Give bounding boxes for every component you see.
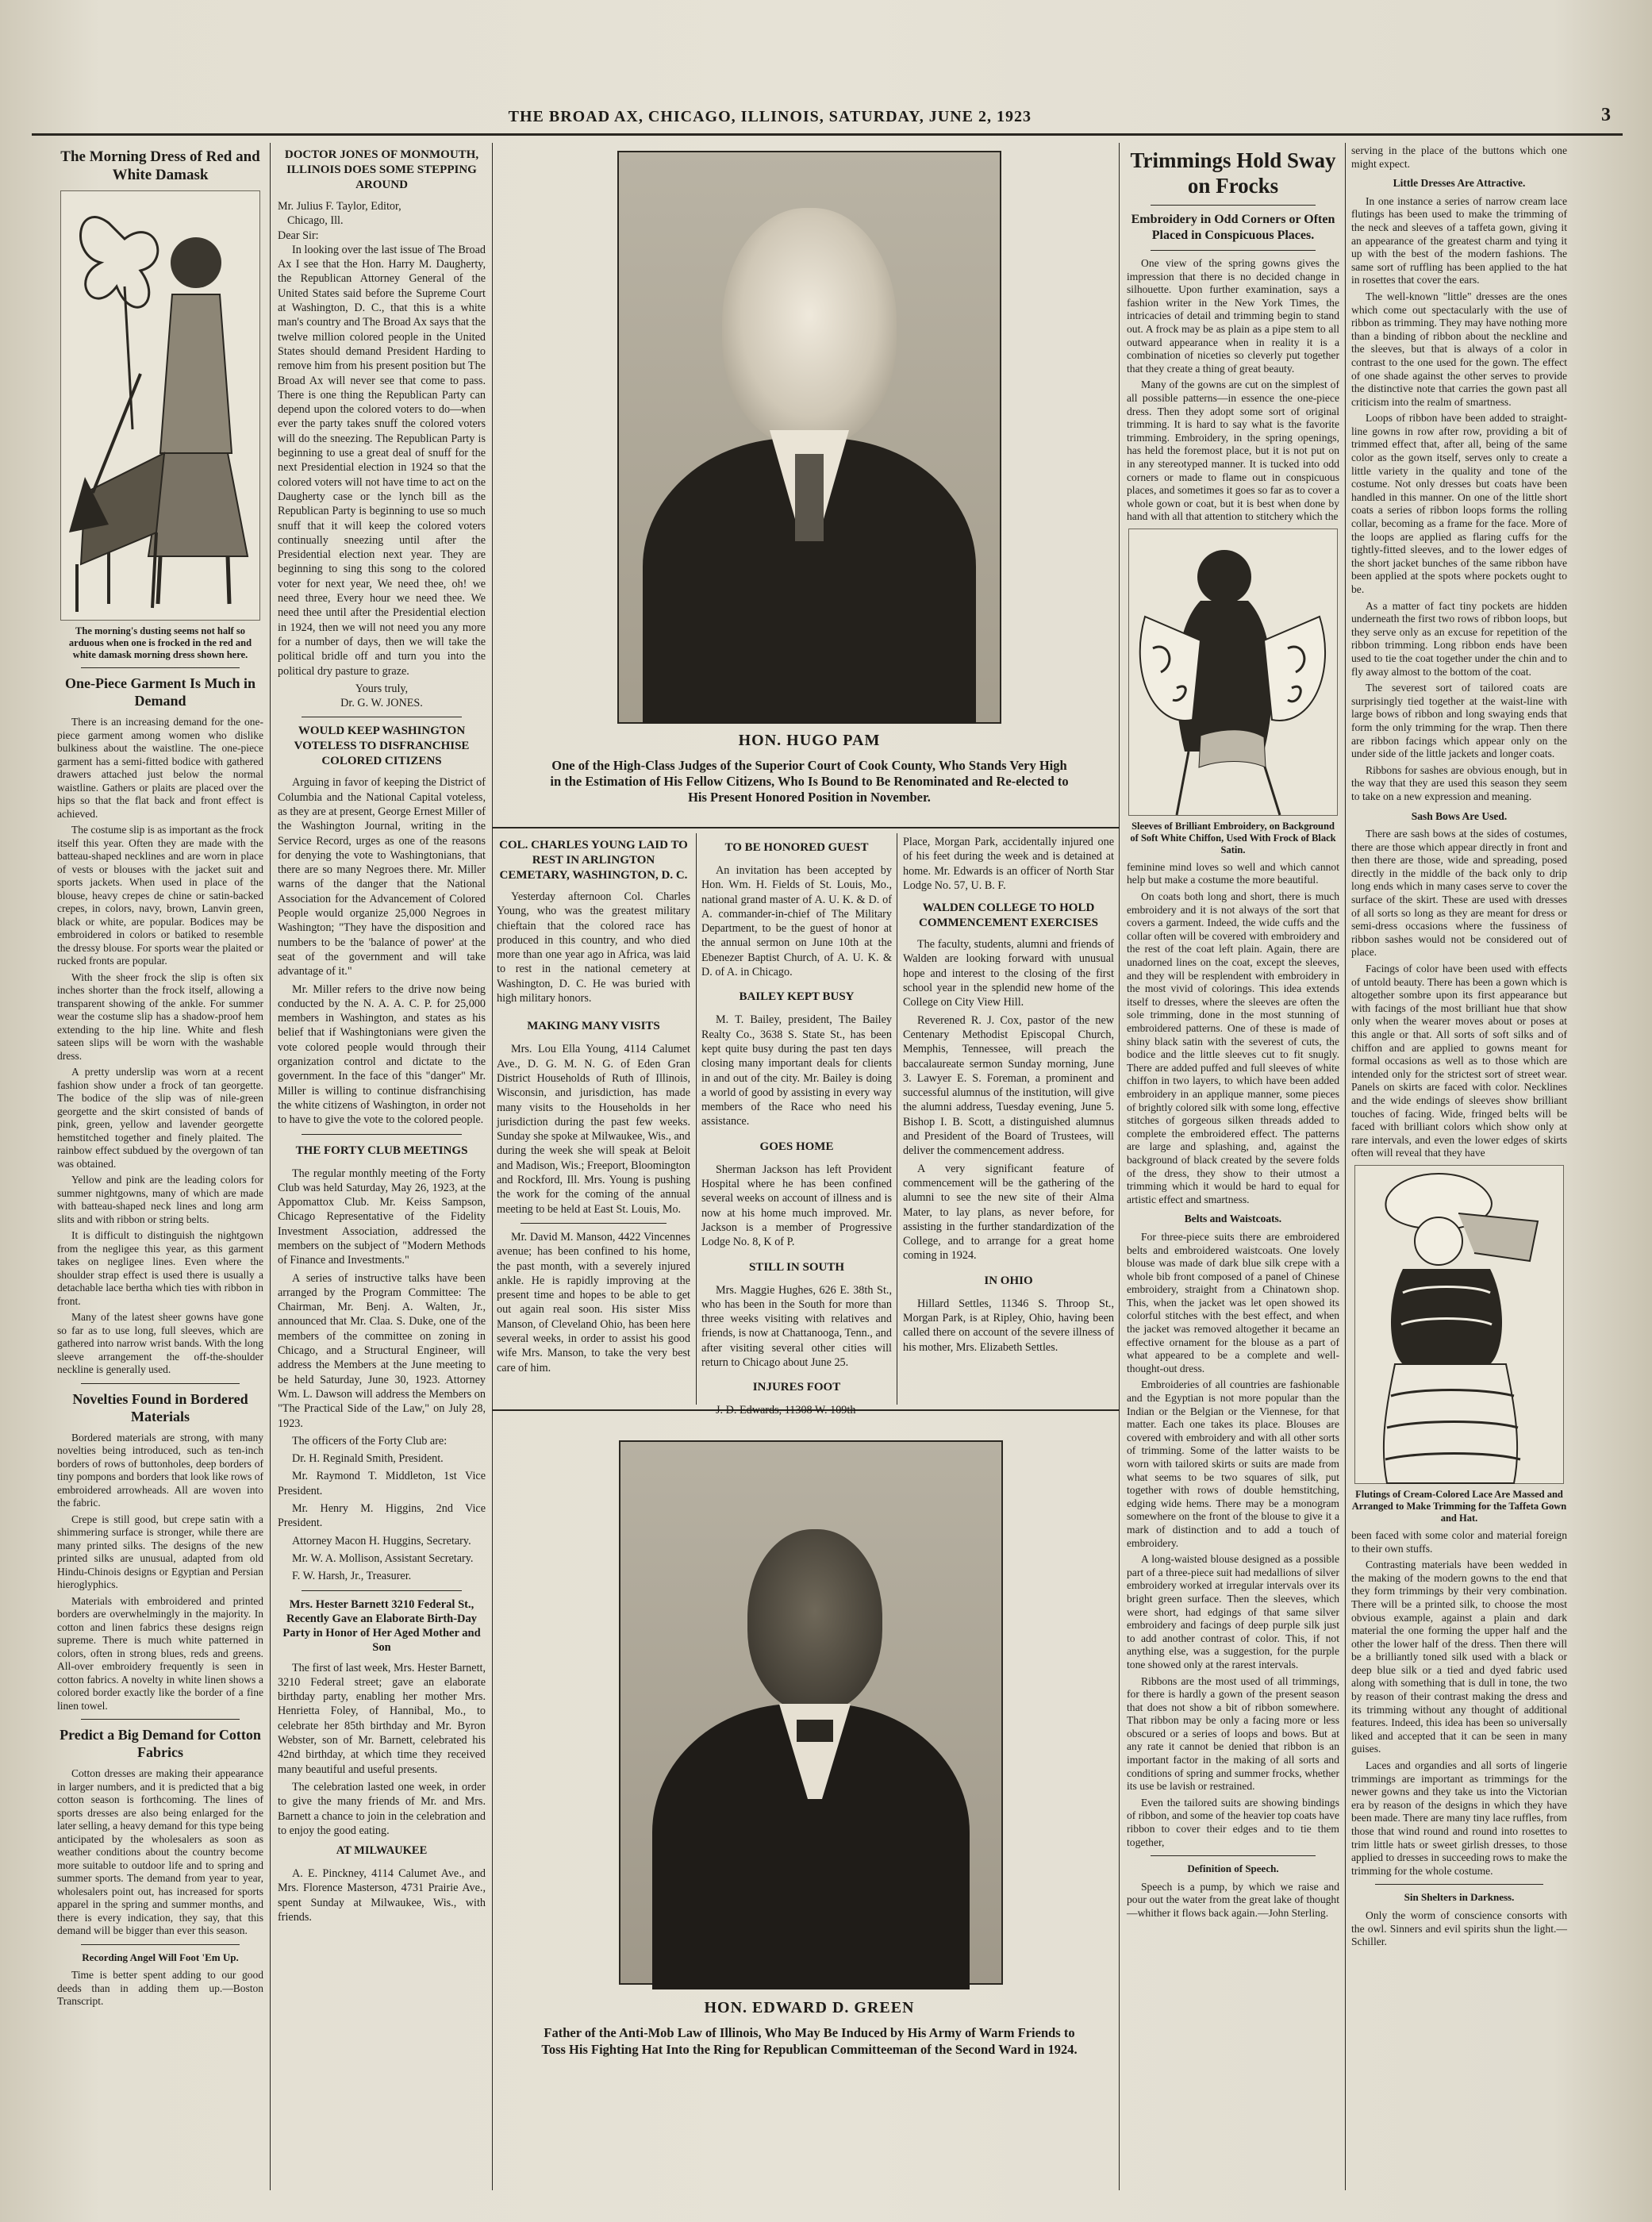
officer: Mr. Henry M. Higgins, 2nd Vice President. xyxy=(278,1502,486,1530)
headline-honored-guest: TO BE HONORED GUEST xyxy=(724,841,869,854)
dress-illustration-icon xyxy=(61,191,259,620)
caption-hugo-pam-name: HON. HUGO PAM xyxy=(738,732,881,749)
paragraph: Ribbons for sashes are obvious enough, but in the way that they are used this season they seem to take on a new expression and meaning. xyxy=(1351,763,1567,802)
illustration-woman-dusting xyxy=(60,190,260,621)
paragraph: The severest sort of tailored coats are surprisingly tied together at the waist-line with large bows of ribbon and long swaying ends that form the only trimming for the wrap. Then there are ribbon facings which appear only on the under side of the little jackets and longer coats. xyxy=(1351,682,1567,760)
column-letters xyxy=(278,144,486,2192)
paragraph: Mr. Miller refers to the drive now being conducted by the N. A. A. C. P. for 25,000 members in Washington, and states as his belief that if Washingtonians were given the vote colored people would through their organization control and dictate to the government. In the face of this "danger" Mr. Miller is willing to continue disfranchising the white citizens of Washington, in order not to have to give the vote to the colored people. xyxy=(278,982,486,1127)
paragraph: There are sash bows at the sides of costumes, there are those which appear directly in front and then there are those, wide and spreading, posed directly in the middle of the back only to drip long ends which in many cases serve to cover the surface of the skirt. These are used with dresses of all sorts so long as they are meant for dress or semi-dress occasions where the fussiness of ribbon sashes would not be considered out of place. xyxy=(1351,828,1567,959)
paragraph: The officers of the Forty Club are: xyxy=(292,1434,448,1447)
caption-edward-green: Father of the Anti-Mob Law of Illinois, Who May Be Induced by His Army of Warm Friends to Toss His Fighting Hat Into the Ring for Republican Committeeman of the Second Ward in 1924. xyxy=(541,2025,1078,2057)
paragraph: With the sheer frock the slip is often six inches shorter than the frock itself, allowing a transparent showing of the ankle. For summer wear the costume slip has a shadow-proof hem extending to the hip line. White and flesh sateen slips will be worn with the washable dress. xyxy=(57,971,263,1062)
headline-cotton: Predict a Big Demand for Cotton Fabrics xyxy=(60,1727,261,1760)
column-rule xyxy=(1345,143,1346,2190)
paragraph: Mr. David M. Manson, 4422 Vincennes avenue; has been confined to his home, the past month, with a severely injured ankle. He is rapidly improving at the present time and hopes to be able to get out again real soon. His sister Miss Manson, of Cleveland Ohio, has been here several weeks, in order to assist his good wife Mrs. Manson, to take the very best care of him. xyxy=(497,1230,690,1374)
officer: Attorney Macon H. Huggins, Secretary. xyxy=(292,1534,471,1547)
portrait-face xyxy=(747,1529,882,1712)
caption-edward-green-name: HON. EDWARD D. GREEN xyxy=(704,1999,915,2016)
paragraph: Arguing in favor of keeping the District of Columbia and the National Capital voteless, as they are at present, George Ernest Miller of the Washington Journal, writing in the Service Record, urges as one of the reasons for denying the vote to Washingtonians, that there are so many Negroes there. Mr. Miller warns of the danger that the National Association for the Advancement of Colored People would organize 25,000 Negroes in Washington; "They have the disposition and numbers to be the 'balance of power' at the seat of the government and will take advantage of it." xyxy=(278,776,486,978)
divider xyxy=(81,1719,240,1720)
paragraph: A long-waisted blouse designed as a possible part of a three-piece suit had medallions of silver embroidery worked at irregular intervals over its bright green surface. Then the sleeves, which were short, had edgings of that same silver embroidery and facings of deep purple silk just to add another contrast of color. This, if not anything else, was a suggestion, for the purple tone showed only at the rarest intervals. xyxy=(1127,1553,1339,1670)
sleeve-illustration-icon xyxy=(1129,529,1337,815)
headline-recording-angel: Recording Angel Will Foot 'Em Up. xyxy=(82,1951,239,1963)
paragraph: A very significant feature of commencement will be the gathering of the alumni to see the new site of their Alma Mater, to lay plans, as never before, for assisting in the further standardization of the College, and to arrange for a great home coming in 1924. xyxy=(903,1162,1114,1263)
paragraph: Yesterday afternoon Col. Charles Young, who was the greatest military chieftain that the colored race has produced in this country, and who died more than one year ago in Africa, was laid to rest in the national cemetery at Washington, D. C. He was buried with high military honors. xyxy=(497,890,690,1005)
lace-gown-illustration-icon xyxy=(1355,1166,1563,1483)
headline-walden: WALDEN COLLEGE TO HOLD COMMENCEMENT EXERCISES xyxy=(918,901,1098,930)
paragraph: Crepe is still good, but crepe satin with a shimmering surface is stronger, while there are many printed silks. The designs of the new printed silks are unusual, adapted from old Hindu-Chinois designs or Egyptian and Persian hieroglyphics. xyxy=(57,1513,263,1590)
paragraph: It is difficult to distinguish the nightgown from the negligee this year, as this garment takes on negligee lines. Even where the shoulder strap effect is used there is usually a detachable lace bertha which ties with ribbon in front. xyxy=(57,1229,263,1307)
column-news-c xyxy=(903,835,1114,1406)
masthead xyxy=(32,103,1619,135)
headline-trimmings: Trimmings Hold Sway on Frocks xyxy=(1130,148,1336,198)
caption-morning-dress: The morning's dusting seems not half so arduous when one is frocked in the red and white damask morning dress shown here. xyxy=(68,625,252,660)
officer: F. W. Harsh, Jr., Treasurer. xyxy=(292,1570,412,1583)
paragraph: Sherman Jackson has left Provident Hospital where he has been confined several weeks on account of illness and is now at his home much improved. Mr. Jackson is a member of Progressive Lodge No. 8, K of P. xyxy=(701,1163,892,1249)
paragraph: Embroideries of all countries are fashionable and the Egyptian is not more popular than the Indian or the Belgian or the Viennese, for that matter. Each one takes its place. Blouses are covered with embroidery and with all other sorts of trimming. Some of the latter waists to be worn with tailored skirts or suits are made from what seems to be two squares of silk, put together with rows of double hemstitching, edging wide hems. There may be a monogram somewhere on the front of the blouse to give it a mark of distinction and to add a touch of embroidery. xyxy=(1127,1378,1339,1549)
paragraph: J. D. Edwards, 11308 W. 109th xyxy=(716,1404,856,1417)
headline-still-south: STILL IN SOUTH xyxy=(748,1260,845,1274)
headline-milwaukee: AT MILWAUKEE xyxy=(336,1844,428,1858)
headline-sash-bows: Sash Bows Are Used. xyxy=(1411,809,1508,822)
paragraph: Bordered materials are strong, with many novelties being introduced, such as ten-inch borders of rows of buttonholes, deep borders of tiny pompons and borders that look like rows of embroidered arrowheads. All are woven into the fabric. xyxy=(57,1431,263,1509)
paragraph: Speech is a pump, by which we raise and pour out the water from the great lake of thought—whither it flows back again.—John Sterling. xyxy=(1127,1880,1339,1919)
column-trimmings-a xyxy=(1127,144,1339,2192)
officer: Dr. H. Reginald Smith, President. xyxy=(292,1452,444,1466)
letter-address: Mr. Julius F. Taylor, Editor, xyxy=(278,200,401,213)
headline-doctor-jones: DOCTOR JONES OF MONMOUTH, ILLINOIS DOES SOME STEPPING AROUND xyxy=(284,148,479,191)
divider xyxy=(521,1223,667,1224)
page-number: 3 xyxy=(1601,105,1611,125)
paragraph: Yellow and pink are the leading colors for summer nightgowns, many of which are made with batteau-shaped neck lines and long arm slits and with ribbon or string belts. xyxy=(57,1174,263,1225)
headline-goes-home: GOES HOME xyxy=(759,1140,834,1153)
illustration-embroidered-sleeves xyxy=(1128,529,1338,816)
illustration-lace-flutings xyxy=(1354,1165,1564,1484)
headline-sin-shelters: Sin Shelters in Darkness. xyxy=(1404,1891,1515,1904)
section-rule xyxy=(492,827,1119,828)
column-rule xyxy=(696,833,697,1405)
paragraph: A pretty underslip was worn at a recent fashion show under a frock of tan georgette. The bodice of the slip was of nile-green georgette and the skirt consisted of bands of pink, green, yellow and lavender georgette hemstitched together and finely plaited. The rainbow effect subdued by the overgown of tan was obtained. xyxy=(57,1066,263,1170)
headline-making-visits: MAKING MANY VISITS xyxy=(527,1020,660,1033)
paragraph: On coats both long and short, there is much embroidery and it is not always of the sort that covers a garment. Indeed, the wide cuffs and the collar often will be covered with embroidery and the rest of the coat left plain. Again, there are unadorned lines on the coat, except the sleeves, and they will be resplendent with embroidery in the most vivid of colorings. This idea extends itself to dresses, where the sleeves are often the sole trimming, done in the most stunning of embroidered patterns. One of these is made of shiny black satin with the severest of cuts, the bodice and the little sleeves cut to fit snugly. There are added puffed and full sleeves of white chiffon in two layers, to which have been added embroidery in an applique manner, some pieces of brightly colored silk with some long, effective stitches of gorgeous silken threads added to complete the embroidered effect. The patterns are large and splashing, and, against the background of black created by the severe folds of the dress, they show to their utmost a trimming which it would be hard to equal for artistic effect and smartness. xyxy=(1127,890,1339,1205)
letter-salutation: Dear Sir: xyxy=(278,229,319,242)
headline-ohio: IN OHIO xyxy=(984,1274,1033,1287)
letter-address: Chicago, Ill. xyxy=(287,214,344,228)
caption-hugo-pam: One of the High-Class Judges of the Superior Court of Cook County, Who Stands Very High in the Estimation of His Fellow Citizens, Who Is Bound to Be Renominated and Re-elected to His Present Honored Position in November. xyxy=(550,758,1069,805)
officer: Mr. W. A. Mollison, Assistant Secretary. xyxy=(292,1551,474,1565)
column-news-a xyxy=(497,835,690,1406)
column-rule xyxy=(270,143,271,2190)
caption-sleeves: Sleeves of Brilliant Embroidery, on Background of Soft White Chiffon, Used With Frock of Black Satin. xyxy=(1130,820,1336,855)
paragraph: The first of last week, Mrs. Hester Barnett, 3210 Federal street; gave an elaborate birthday party, enabling her mother Mrs. Henrietta Foley, of Hannibal, Mo., to celebrate her 85th birthday and Mr. Byron Webster, son of Mr. Barnett, celebrated his 42nd birthday, at which time they received many beautiful and useful presents. xyxy=(278,1661,486,1776)
column-news-b xyxy=(701,835,892,1417)
paragraph: The celebration lasted one week, in order to give the many friends of Mr. and Mrs. Barnett a chance to join in the celebration and to enjoy the good eating. xyxy=(278,1780,486,1837)
paragraph: serving in the place of the buttons which one might expect. xyxy=(1351,144,1567,170)
paragraph: The costume slip is as important as the frock itself this year. Often they are made with the batteau-shaped necklines and are worn in place of vests or blouses with the jacket suit and sports jackets. When used in place of the blouse, heavy crepes de chine or satin-backed crepes, in colors, navy, brown, Lanvin green, black or white, are popular. Bodices may be embroidered in colors or batiked to resemble the dressy blouse. For sports wear the plaited or rucked fronts are popular. xyxy=(57,824,263,967)
signature: Yours truly, xyxy=(355,682,409,695)
divider xyxy=(1151,205,1316,206)
headline-washington: WOULD KEEP WASHINGTON VOTELESS TO DISFRANCHISE COLORED CITIZENS xyxy=(294,725,470,768)
portrait-edward-green xyxy=(619,1440,1003,1985)
headline-bailey: BAILEY KEPT BUSY xyxy=(739,990,855,1004)
subheadline-embroidery: Embroidery in Odd Corners or Often Placed in Conspicuous Places. xyxy=(1131,213,1335,242)
paragraph: feminine mind loves so well and which cannot help but make a costume the more beautiful. xyxy=(1127,860,1339,886)
paragraph: been faced with some color and material foreign to their own stuffs. xyxy=(1351,1528,1567,1555)
paragraph: The well-known "little" dresses are the ones which come out spectacularly with the use of ribbon as trimming. They may have nothing more than a binding of ribbon about the neckline and the sleeves, but that is always of a color in contrast to the one used for the gown. The effect of one shade against the other serves to provide the distinctive note that carries the gown past all criticism into the realm of smartness. xyxy=(1351,290,1567,408)
paragraph: Time is better spent adding to our good deeds than in adding them up.—Boston Transcript. xyxy=(57,1969,263,2007)
paragraph: Many of the latest sheer gowns have gone so far as to use long, full sleeves, which are gathered into narrow wrist bands. With the long sleeve arrangement the off-the-shoulder neckline is generally used. xyxy=(57,1311,263,1375)
paragraph: Materials with embroidered and printed borders are overwhelmingly in the majority. In cotton and linen fabrics these designs reign supreme. There is much white patterned in colors, often in strong blues, reds and greens. All-over embroidery frequently is seen in cotton fabrics. A novelty in white linen shows a colored border exactly like the border of a fine linen towel. xyxy=(57,1594,263,1712)
headline-barnett: Mrs. Hester Barnett 3210 Federal St., Recently Gave an Elaborate Birth-Day Party in Honor of Her Aged Mother and Son xyxy=(282,1597,481,1654)
column-fashion-left xyxy=(57,144,263,2192)
portrait-tie xyxy=(795,454,824,541)
officer: Mr. Raymond T. Middleton, 1st Vice President. xyxy=(278,1470,486,1497)
paragraph: Mrs. Lou Ella Young, 4114 Calumet Ave., D. G. M. N. G. of Eden Gran District Households of Ruth of Illinois, Wisconsin, and jurisdiction, has made many visits to the Households in her jurisdiction during the past few weeks. Sunday she spoke at Milwaukee, Wis., and during the week she will speak at Beloit and Madison, Wis.; Freeport, Bloomington and Rockford, Ill. Mrs. Young is pushing the work for the coming of the annual meeting to be held at East St. Louis, Mo. xyxy=(497,1043,690,1216)
paragraph: Mrs. Maggie Hughes, 626 E. 38th St., who has been in the South for more than three weeks visiting with relatives and friends, is now at Chattanooga, Tenn., and after visiting several other cities will return to Chicago about June 25. xyxy=(701,1283,892,1370)
divider xyxy=(1375,1884,1543,1885)
headline-little-dresses: Little Dresses Are Attractive. xyxy=(1393,177,1526,190)
paragraph: M. T. Bailey, president, The Bailey Realty Co., 3638 S. State St., has been kept quite busy during the past ten days closing many important deals for clients in and out of the city. Mr. Bailey is doing a world of good by assisting in every way members of the Race who need his assistance. xyxy=(701,1013,892,1128)
masthead-rule xyxy=(32,133,1623,136)
caption-lace: Flutings of Cream-Colored Lace Are Massed and Arranged to Make Trimming for the Taffeta Gown and Hat. xyxy=(1351,1488,1567,1524)
paragraph: Laces and organdies and all sorts of lingerie trimmings are important as trimmings for the newer gowns and they take us into the Victorian era by reason of the designs in which they have been made. There are many tiny lace ruffles, from those that wind round and round into rosettes to trim little hats or sweet girlish dresses, to those applied to dresses in succeeding rows to make the trimming for the whole costume. xyxy=(1351,1759,1568,1877)
paragraph: Loops of ribbon have been added to straight-line gowns in row after row, providing a bit of trimmed effect that, after all, being of the same color as the gown itself, serves only to create a little variety in the quality and tone of the costume. Not only dresses but coats have been handled in this manner. On one of the little short coats a series of ribbon loops forms the rolling collar, becoming as a frame for the face. More of the loops are applied as flaring cuffs for the tightly-fitted sleeves, and to the lower edges of the short jacket bunches of the same ribbon have been applied at the spots where pockets ought to be. xyxy=(1351,412,1567,595)
column-rule xyxy=(1119,143,1120,2190)
headline-one-piece: One-Piece Garment Is Much in Demand xyxy=(65,675,255,709)
headline-injures-foot: INJURES FOOT xyxy=(752,1381,841,1394)
headline-novelties: Novelties Found in Bordered Materials xyxy=(72,1390,248,1424)
paragraph: Only the worm of conscience consorts with the owl. Sinners and evil spirits shun the light.—Schiller. xyxy=(1351,1909,1567,1948)
paragraph: Reverened R. J. Cox, pastor of the new Centenary Methodist Episcopal Church, Memphis, Tennessee, will preach the baccalaureate sermon Sunday morning, June 3. Lawyer E. S. Foreman, a prominent and successful alumnus of the institution, will give the alumni address, Tuesday evening, June 5. Bishop I. B. Scott, a distinguished alumnus and President of the Board of Trustees, will deliver the commencement address. xyxy=(903,1013,1114,1158)
paragraph: Cotton dresses are making their appearance in larger numbers, and it is predicted that a big cotton season is forthcoming. The lines of sports dresses are also being enlarged for the later selling, a heavy demand for this type being anticipated by the wholesalers as soon as weather conditions about the country become more suitable to outdoor life and to spring and summer sports. The demand from year to year, wholesalers point out, has increased for sports apparel in the spring and summer months, and there is every indication, they say, that this demand will be bigger than ever this season. xyxy=(57,1767,263,1936)
paragraph: Even the tailored suits are showing bindings of ribbon, and some of the heavier top coats have ribbon to cover their edges and to tie them together, xyxy=(1127,1796,1340,1848)
masthead-title: THE BROAD AX, CHICAGO, ILLINOIS, SATURDAY, JUNE 2, 1923 xyxy=(508,108,1032,125)
divider xyxy=(302,1134,462,1135)
signature: Dr. G. W. JONES. xyxy=(340,697,423,710)
paragraph: Ribbons are the most used of all trimmings, for there is hardly a gown of the present season that does not show a bit of ribbon somewhere. That ribbon may be only a facing more or less obscured or a series of loops and bows. But at any rate it cannot be denied that ribbon is an important factor in the making of all sorts and conditions of spring and summer frocks, whether its use be lavish or restrained. xyxy=(1127,1674,1339,1793)
paragraph: The regular monthly meeting of the Forty Club was held Saturday, May 26, 1923, at the Appomattox Club. Mr. Keiss Sampson, Chicago Representative of the Fidelity Investment Association, addressed the members on the subject of "Modern Methods of Finance and Investments." xyxy=(278,1167,486,1267)
paragraph: An invitation has been accepted by Hon. Wm. H. Fields of St. Louis, Mo., national grand master of A. U. K. & D. of A. commander-in-chief of The Military Department, to be the guest of honor at the annual sermon on June 10th at the Ebenezer Baptist Church, of A. U. K. & D. of A. in Chicago. xyxy=(701,864,892,979)
headline-charles-young: COL. CHARLES YOUNG LAID TO REST IN ARLINGTON CEMETARY, WASHINGTON, D. C. xyxy=(499,839,688,882)
portrait-hugo-pam xyxy=(617,151,1001,724)
column-trimmings-b xyxy=(1351,144,1567,2192)
portrait-tie xyxy=(797,1720,833,1742)
headline-forty-club: THE FORTY CLUB MEETINGS xyxy=(295,1144,468,1157)
paragraph: As a matter of fact tiny pockets are hidden underneath the first two rows of ribbon loops, but they serve only as an excuse for repetition of the ribbon trimming. Long ribbon ends have been used to tie the coat together under the chin and to fly away almost to the bottom of the coat. xyxy=(1351,599,1567,678)
headline-belts: Belts and Waistcoats. xyxy=(1184,1213,1282,1225)
divider xyxy=(81,1383,240,1384)
paragraph: For three-piece suits there are embroidered belts and embroidered waistcoats. One lovely blouse was made of dark blue silk crepe with a whole bib front composed of a panel of Chinese embroidery, straight from a Chinatown shop. This, when the jacket was let open showed its colorful stitches with the best effect, and when the jacket was removed altogether it became an effective ornament for the blouse as a part of what appeared to be a complete and well-thought-out dress. xyxy=(1127,1230,1339,1374)
divider xyxy=(1151,1855,1316,1856)
paragraph: There is an increasing demand for the one-piece garment among women who dislike bulkiness about the waistline. The one-piece garment has a semi-fitted bodice with gathered drawers attached just below the normal waistline. Gathers or plaits are placed over the hips so that the flat back and front effect is achieved. xyxy=(57,716,263,820)
divider xyxy=(1151,250,1316,251)
paragraph: Contrasting materials have been wedded in the making of the modern gowns to the end that they form trimmings by their very combination. There will be a printed silk, to choose the most obvious example, against a plain and dark material the one forming the upper half and the other the lower half of the dress. Then there will be a brilliantly toned silk used with a black or deep blue silk or a tied and dyed fabric used along with something that is dull in tone, the two by reason of their contrast making the dress and its trimming without any thought of additional features. Indeed, this idea has been so universally liked and accepted that it can be seen in many guises. xyxy=(1351,1559,1567,1755)
divider xyxy=(81,1944,240,1945)
paragraph: In one instance a series of narrow cream lace flutings has been used to make the trimming of the neck and sleeves of a taffeta gown, giving it an appearance of the greatest charm and tying it up with the best of the modern fashions. The same sort of ruffling has been applied to the hat in rosettes that cover the ears. xyxy=(1351,194,1567,286)
paragraph: Facings of color have been used with effects of untold beauty. There has been a gown which is altogether sombre upon its first appearance but with facings of the most brilliant hue that show only when the wearer moves about or poses at this angle or that. All sorts of soft silks and of chiffon and are applied to gowns meant for formal occasions as well as to those which are intended only for the strictest sort of street wear. Panels on skirts are faced with color. Necklines and the wide endings of sleeves show brilliant touches of facing. Wide, fringed belts will be faced with brilliant colors which show only at rare intervals, and even the lower edges of skirts often will reveal that they have xyxy=(1351,963,1567,1159)
paragraph: A series of instructive talks have been arranged by the Program Committee: The Chairman, Mr. Benj. A. Walten, Jr., announced that Mr. Claa. S. Duke, one of the members of the committee on zoning in Chicago, and a Structural Engineer, will address the Members at the June meeting to be held Saturday, June 30, 1923. Attorney Wm. L. Dawson will address the Members on "The Practical Side of the Law," on July 28, 1923. xyxy=(278,1271,486,1430)
paragraph: Hillard Settles, 11346 S. Throop St., Morgan Park, is at Ripley, Ohio, having been called there on account of the severe illness of his mother, Mrs. Elizabeth Settles. xyxy=(903,1297,1114,1354)
paragraph: Many of the gowns are cut on the simplest of all possible patterns—in essence the one-piece dress. Then they adopt some sort of original trimming. It is hard to say what is the favorite trimming. Embroidery, in the spring openings, has held the foremost place, but it is not put on in any stereotyped manner. It is tucked into odd corners or made to flame out in conspicuous places, and sometimes it goes so far as to cover a whole gown or coat, but it is best when done by hand with all that attention to stitchery which the xyxy=(1127,379,1339,523)
divider xyxy=(302,1590,462,1591)
paragraph: A. E. Pinckney, 4114 Calumet Ave., and Mrs. Florence Masterson, 4731 Prairie Ave., spent Sunday at Milwaukee, Wis., with friends. xyxy=(278,1867,486,1924)
paragraph: In looking over the last issue of The Broad Ax I see that the Hon. Harry M. Daugherty, the Republican Attorney General of the United States said before the Supreme Court at Washington, D. C., that this is a white man's country and The Broad Ax says that the twelve million colored people in the United States should demand President Harding to remove him from his present position but The Broad Ax will never see that come to pass. There is one thing the Republican Party can depend upon the colored voters to do—when ever the party takes snuff the colored voters will do the sneezing. The Republican Party is beginning to use a great deal of snuff for the next Presidential election in 1924 so that the colored voters will not have time to act on the Daugherty case or the lynch bill as the Republican Party is beginning to use so much snuff that it will keep the colored voters continually sneezing until after the Presidential election next year. They are beginning to sing this song to the colored voter for next year, We need thee, oh! we need three, Every hour we need thee. We need thee until after the Presidential election in 1924, then we will not need you any more for a number of days, then we will take the political bridle off and turn you into the political dry pasture to graze. xyxy=(278,243,486,678)
paragraph: The faculty, students, alumni and friends of Walden are looking forward with unusual hope and interest to the closing of the first school year in the splendid new home of the College on City View Hill. xyxy=(903,938,1114,1009)
column-rule xyxy=(492,143,493,2190)
headline-morning-dress: The Morning Dress of Red and White Damask xyxy=(60,148,260,183)
paragraph: Place, Morgan Park, accidentally injured one of his feet during the week and is detained at home. Mr. Edwards is an officer of North Star Lodge No. 57, U. B. F. xyxy=(903,836,1114,892)
portrait-face xyxy=(722,208,897,446)
paragraph: One view of the spring gowns gives the impression that there is no decided change in silhouette. Upon further examination, says a fashion writer in the New York Times, the intricacies of detail and trimming begin to stand out. A frock may be as plain as a pipe stem to all outward appearance when in reality it is a combination of niceties so cleverly put together that they create a thing of great beauty. xyxy=(1127,257,1339,375)
headline-speech: Definition of Speech. xyxy=(1187,1863,1279,1875)
divider xyxy=(81,667,240,668)
